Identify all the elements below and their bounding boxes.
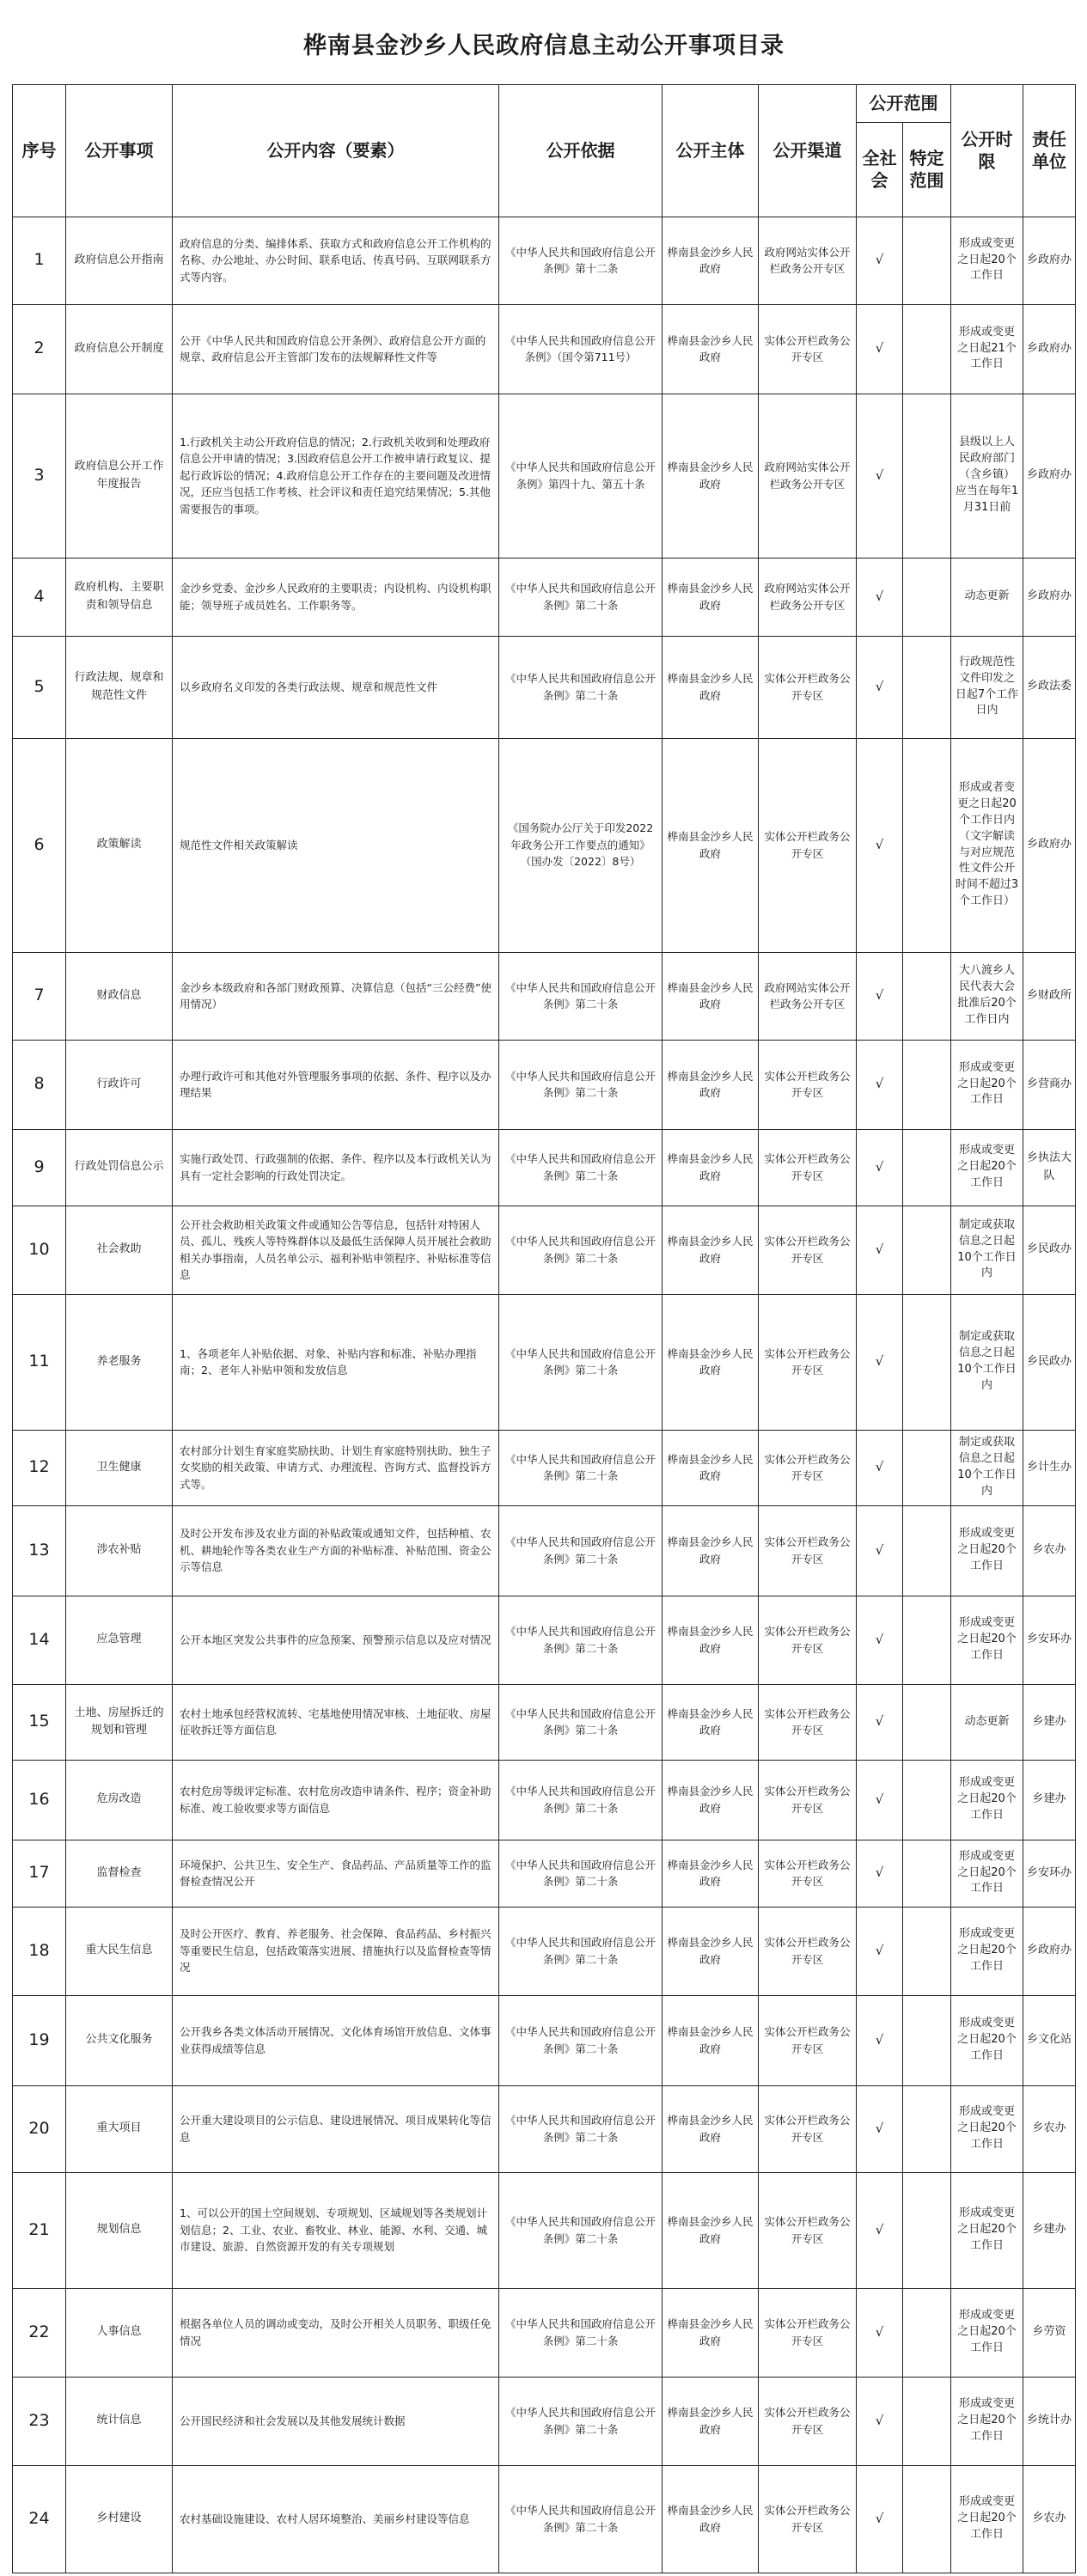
cell-subject: 桦南县金沙乡人民政府: [663, 1505, 759, 1596]
cell-unit: 乡农办: [1023, 2085, 1076, 2172]
cell-scope-all: √: [857, 2377, 903, 2465]
cell-channel: 实体公开栏政务公开专区: [759, 1995, 857, 2085]
cell-time: 形成或变更之日起20个工作日: [951, 1907, 1023, 1995]
cell-content: 政府信息的分类、编排体系、获取方式和政府信息公开工作机构的名称、办公地址、办公时间、联系电话、传真号码、互联网联系方式等内容。: [173, 217, 499, 304]
cell-unit: 乡农办: [1023, 1505, 1076, 1596]
cell-seq: 8: [13, 1040, 66, 1129]
cell-item: 卫生健康: [66, 1430, 173, 1505]
cell-seq: 5: [13, 636, 66, 738]
cell-seq: 4: [13, 558, 66, 636]
table-row: [13, 738, 1076, 952]
cell-scope-all: √: [857, 636, 903, 738]
table-row: [13, 2377, 1076, 2465]
cell-unit: 乡劳资: [1023, 2288, 1076, 2377]
cell-channel: 实体公开栏政务公开专区: [759, 1684, 857, 1760]
cell-channel: 政府网站实体公开栏政务公开专区: [759, 952, 857, 1040]
cell-scope-specific: [903, 2377, 951, 2465]
cell-seq: 15: [13, 1684, 66, 1760]
cell-unit: 乡政府办: [1023, 394, 1076, 558]
cell-basis: 《中华人民共和国政府信息公开条例》第二十条: [499, 1129, 663, 1206]
cell-scope-all: √: [857, 2288, 903, 2377]
cell-basis: 《中华人民共和国政府信息公开条例》第二十条: [499, 1907, 663, 1995]
cell-scope-specific: [903, 1760, 951, 1840]
cell-basis: 《中华人民共和国政府信息公开条例》第二十条: [499, 952, 663, 1040]
header-scope: 公开范围: [857, 84, 951, 122]
cell-content: 实施行政处罚、行政强制的依据、条件、程序以及本行政机关认为具有一定社会影响的行政处罚决定。: [173, 1129, 499, 1206]
cell-item: 行政许可: [66, 1040, 173, 1129]
cell-scope-all: √: [857, 304, 903, 394]
cell-item: 养老服务: [66, 1294, 173, 1430]
disclosure-catalog-table: [12, 9, 1076, 2573]
cell-basis: 《中华人民共和国政府信息公开条例》第四十九、第五十条: [499, 394, 663, 558]
cell-channel: 实体公开栏政务公开专区: [759, 2172, 857, 2288]
cell-unit: 乡安环办: [1023, 1596, 1076, 1684]
cell-content: 农村危房等级评定标准、农村危房改造申请条件、程序；资金补助标准、竣工验收要求等方面信息: [173, 1760, 499, 1840]
cell-seq: 18: [13, 1907, 66, 1995]
cell-seq: 22: [13, 2288, 66, 2377]
cell-scope-all: √: [857, 1995, 903, 2085]
cell-scope-specific: [903, 1596, 951, 1684]
cell-basis: 《中华人民共和国政府信息公开条例》第二十条: [499, 1596, 663, 1684]
cell-seq: 12: [13, 1430, 66, 1505]
cell-content: 规范性文件相关政策解读: [173, 738, 499, 952]
cell-channel: 实体公开栏政务公开专区: [759, 1760, 857, 1840]
cell-seq: 16: [13, 1760, 66, 1840]
cell-scope-all: √: [857, 1430, 903, 1505]
cell-scope-specific: [903, 217, 951, 304]
cell-seq: 13: [13, 1505, 66, 1596]
cell-channel: 实体公开栏政务公开专区: [759, 2377, 857, 2465]
cell-basis: 《中华人民共和国政府信息公开条例》（国令第711号）: [499, 304, 663, 394]
cell-subject: 桦南县金沙乡人民政府: [663, 2288, 759, 2377]
table-row: [13, 1040, 1076, 1129]
cell-scope-specific: [903, 1294, 951, 1430]
header-content: 公开内容（要素）: [173, 84, 499, 217]
cell-basis: 《中华人民共和国政府信息公开条例》第二十条: [499, 1040, 663, 1129]
table-row: [13, 304, 1076, 394]
cell-content: 及时公开医疗、教育、养老服务、社会保障、食品药品、乡村振兴等重要民生信息，包括政策落实进展、措施执行以及监督检查等情况: [173, 1907, 499, 1995]
cell-content: 办理行政许可和其他对外管理服务事项的依据、条件、程序以及办理结果: [173, 1040, 499, 1129]
cell-subject: 桦南县金沙乡人民政府: [663, 394, 759, 558]
cell-scope-all: √: [857, 2172, 903, 2288]
cell-item: 人事信息: [66, 2288, 173, 2377]
cell-channel: 政府网站实体公开栏政务公开专区: [759, 217, 857, 304]
cell-item: 政府信息公开工作年度报告: [66, 394, 173, 558]
cell-item: 土地、房屋拆迁的规划和管理: [66, 1684, 173, 1760]
cell-unit: 乡民政办: [1023, 1206, 1076, 1294]
header-time: 公开时限: [951, 84, 1023, 217]
cell-scope-specific: [903, 2288, 951, 2377]
table-row: [13, 1684, 1076, 1760]
cell-content: 农村基础设施建设、农村人居环境整治、美丽乡村建设等信息: [173, 2465, 499, 2573]
cell-channel: 实体公开栏政务公开专区: [759, 1840, 857, 1907]
cell-item: 重大民生信息: [66, 1907, 173, 1995]
cell-unit: 乡建办: [1023, 1684, 1076, 1760]
cell-time: 县级以上人民政府部门（含乡镇）应当在每年1月31日前: [951, 394, 1023, 558]
table-row: [13, 394, 1076, 558]
table-row: [13, 1505, 1076, 1596]
cell-unit: 乡政府办: [1023, 738, 1076, 952]
cell-content: 根据各单位人员的调动或变动，及时公开相关人员职务、职级任免情况: [173, 2288, 499, 2377]
cell-item: 监督检查: [66, 1840, 173, 1907]
cell-scope-specific: [903, 952, 951, 1040]
cell-seq: 17: [13, 1840, 66, 1907]
disclosure-catalog-sheet: [12, 9, 1075, 2573]
cell-content: 农村部分计划生育家庭奖励扶助、计划生育家庭特别扶助、独生子女奖励的相关政策、申请方式、办理流程、咨询方式、监督投诉方式等。: [173, 1430, 499, 1505]
cell-scope-all: √: [857, 1596, 903, 1684]
cell-channel: 政府网站实体公开栏政务公开专区: [759, 558, 857, 636]
cell-item: 行政处罚信息公示: [66, 1129, 173, 1206]
cell-subject: 桦南县金沙乡人民政府: [663, 2377, 759, 2465]
cell-scope-all: √: [857, 2465, 903, 2573]
cell-scope-specific: [903, 304, 951, 394]
cell-scope-specific: [903, 558, 951, 636]
cell-basis: 《中华人民共和国政府信息公开条例》第二十条: [499, 2085, 663, 2172]
cell-channel: 实体公开栏政务公开专区: [759, 1294, 857, 1430]
cell-unit: 乡政府办: [1023, 1907, 1076, 1995]
table-row: [13, 1995, 1076, 2085]
header-unit: 责任单位: [1023, 84, 1076, 217]
cell-scope-all: √: [857, 1206, 903, 1294]
cell-subject: 桦南县金沙乡人民政府: [663, 1294, 759, 1430]
table-row: [13, 952, 1076, 1040]
cell-time: 行政规范性文件印发之日起7个工作日内: [951, 636, 1023, 738]
cell-unit: 乡政法委: [1023, 636, 1076, 738]
cell-content: 及时公开发布涉及农业方面的补贴政策或通知文件，包括种植、农机、耕地轮作等各类农业生产方面的补贴标准、补贴范围、资金公示等信息: [173, 1505, 499, 1596]
cell-scope-specific: [903, 394, 951, 558]
cell-item: 政府信息公开指南: [66, 217, 173, 304]
cell-content: 以乡政府名义印发的各类行政法规、规章和规范性文件: [173, 636, 499, 738]
cell-unit: 乡政府办: [1023, 558, 1076, 636]
cell-basis: 《中华人民共和国政府信息公开条例》第二十条: [499, 1294, 663, 1430]
cell-time: 形成或变更之日起20个工作日: [951, 1995, 1023, 2085]
cell-content: 环境保护、公共卫生、安全生产、食品药品、产品质量等工作的监督检查情况公开: [173, 1840, 499, 1907]
cell-scope-all: √: [857, 1040, 903, 1129]
table-row: [13, 2085, 1076, 2172]
cell-basis: 《中华人民共和国政府信息公开条例》第二十条: [499, 2377, 663, 2465]
cell-scope-all: √: [857, 558, 903, 636]
cell-scope-specific: [903, 1995, 951, 2085]
table-row: [13, 2465, 1076, 2573]
cell-content: 1.行政机关主动公开政府信息的情况；2.行政机关收到和处理政府信息公开申请的情况；3.因政府信息公开工作被申请行政复议、提起行政诉讼的情况；4.政府信息公开工作存在的主要问题及改进情况，还应当包括工作考核、社会评议和责任追究结果情况；5.其他需要报告的事项。: [173, 394, 499, 558]
cell-channel: 实体公开栏政务公开专区: [759, 1596, 857, 1684]
cell-channel: 实体公开栏政务公开专区: [759, 2288, 857, 2377]
cell-seq: 7: [13, 952, 66, 1040]
cell-time: 形成或变更之日起20个工作日: [951, 1040, 1023, 1129]
cell-subject: 桦南县金沙乡人民政府: [663, 2465, 759, 2573]
cell-channel: 实体公开栏政务公开专区: [759, 1206, 857, 1294]
cell-unit: 乡政府办: [1023, 217, 1076, 304]
cell-content: 公开我乡各类文体活动开展情况、文化体育场馆开放信息、文体事业获得成绩等信息: [173, 1995, 499, 2085]
cell-content: 公开本地区突发公共事件的应急预案、预警预示信息以及应对情况: [173, 1596, 499, 1684]
cell-scope-all: √: [857, 738, 903, 952]
cell-basis: 《中华人民共和国政府信息公开条例》第二十条: [499, 2172, 663, 2288]
cell-unit: 乡文化站: [1023, 1995, 1076, 2085]
cell-scope-all: √: [857, 952, 903, 1040]
cell-time: 形成或变更之日起20个工作日: [951, 2377, 1023, 2465]
cell-basis: 《中华人民共和国政府信息公开条例》第二十条: [499, 1206, 663, 1294]
cell-scope-all: √: [857, 1129, 903, 1206]
cell-time: 形成或变更之日起20个工作日: [951, 2288, 1023, 2377]
cell-subject: 桦南县金沙乡人民政府: [663, 738, 759, 952]
cell-basis: 《中华人民共和国政府信息公开条例》第二十条: [499, 1760, 663, 1840]
cell-item: 应急管理: [66, 1596, 173, 1684]
cell-content: 金沙乡本级政府和各部门财政预算、决算信息（包括“三公经费”使用情况）: [173, 952, 499, 1040]
cell-channel: 实体公开栏政务公开专区: [759, 304, 857, 394]
cell-scope-specific: [903, 1684, 951, 1760]
cell-channel: 实体公开栏政务公开专区: [759, 1430, 857, 1505]
cell-item: 行政法规、规章和规范性文件: [66, 636, 173, 738]
cell-seq: 20: [13, 2085, 66, 2172]
cell-channel: 实体公开栏政务公开专区: [759, 1505, 857, 1596]
table-row: [13, 1129, 1076, 1206]
cell-basis: 《中华人民共和国政府信息公开条例》第二十条: [499, 1995, 663, 2085]
cell-unit: 乡执法大队: [1023, 1129, 1076, 1206]
cell-subject: 桦南县金沙乡人民政府: [663, 1840, 759, 1907]
cell-basis: 《中华人民共和国政府信息公开条例》第二十条: [499, 2465, 663, 2573]
cell-scope-all: √: [857, 217, 903, 304]
cell-basis: 《中华人民共和国政府信息公开条例》第二十条: [499, 1430, 663, 1505]
cell-basis: 《中华人民共和国政府信息公开条例》第二十条: [499, 558, 663, 636]
cell-unit: 乡民政办: [1023, 1294, 1076, 1430]
cell-scope-specific: [903, 1505, 951, 1596]
cell-seq: 1: [13, 217, 66, 304]
cell-scope-specific: [903, 1129, 951, 1206]
cell-item: 社会救助: [66, 1206, 173, 1294]
cell-subject: 桦南县金沙乡人民政府: [663, 217, 759, 304]
cell-time: 形成或变更之日起20个工作日: [951, 1129, 1023, 1206]
cell-channel: 实体公开栏政务公开专区: [759, 636, 857, 738]
cell-time: 形成或者变更之日起20个工作日内（文字解读与对应规范性文件公开时间不超过3个工作日）: [951, 738, 1023, 952]
cell-subject: 桦南县金沙乡人民政府: [663, 2085, 759, 2172]
cell-unit: 乡财政所: [1023, 952, 1076, 1040]
cell-content: 公开社会救助相关政策文件或通知公告等信息，包括针对特困人员、孤儿、残疾人等特殊群体以及最低生活保障人员开展社会救助相关办事指南，人员名单公示、福利补贴申领程序、补贴标准等信息: [173, 1206, 499, 1294]
cell-basis: 《中华人民共和国政府信息公开条例》第二十条: [499, 1505, 663, 1596]
cell-seq: 10: [13, 1206, 66, 1294]
cell-scope-specific: [903, 1206, 951, 1294]
cell-scope-specific: [903, 636, 951, 738]
cell-scope-all: √: [857, 1907, 903, 1995]
cell-subject: 桦南县金沙乡人民政府: [663, 2172, 759, 2288]
cell-scope-specific: [903, 1840, 951, 1907]
cell-content: 农村土地承包经营权流转、宅基地使用情况审核、土地征收、房屋征收拆迁等方面信息: [173, 1684, 499, 1760]
cell-scope-all: √: [857, 1760, 903, 1840]
cell-seq: 2: [13, 304, 66, 394]
cell-seq: 23: [13, 2377, 66, 2465]
cell-scope-specific: [903, 1430, 951, 1505]
cell-unit: 乡计生办: [1023, 1430, 1076, 1505]
cell-basis: 《中华人民共和国政府信息公开条例》第二十条: [499, 1684, 663, 1760]
cell-subject: 桦南县金沙乡人民政府: [663, 1040, 759, 1129]
table-row: [13, 1206, 1076, 1294]
table-row: [13, 1596, 1076, 1684]
cell-seq: 11: [13, 1294, 66, 1430]
cell-subject: 桦南县金沙乡人民政府: [663, 1684, 759, 1760]
cell-content: 公开重大建设项目的公示信息、建设进展情况、项目成果转化等信息: [173, 2085, 499, 2172]
cell-item: 政府机构、主要职责和领导信息: [66, 558, 173, 636]
table-row: [13, 2288, 1076, 2377]
header-item: 公开事项: [66, 84, 173, 217]
cell-unit: 乡统计办: [1023, 2377, 1076, 2465]
cell-unit: 乡政府办: [1023, 304, 1076, 394]
table-row: [13, 1840, 1076, 1907]
cell-seq: 14: [13, 1596, 66, 1684]
cell-item: 规划信息: [66, 2172, 173, 2288]
cell-content: 公开国民经济和社会发展以及其他发展统计数据: [173, 2377, 499, 2465]
cell-time: 形成或变更之日起20个工作日: [951, 2465, 1023, 2573]
table-row: [13, 217, 1076, 304]
table-row: [13, 1907, 1076, 1995]
cell-subject: 桦南县金沙乡人民政府: [663, 1995, 759, 2085]
cell-time: 形成或变更之日起21个工作日: [951, 304, 1023, 394]
cell-subject: 桦南县金沙乡人民政府: [663, 1596, 759, 1684]
cell-scope-all: √: [857, 1684, 903, 1760]
cell-seq: 21: [13, 2172, 66, 2288]
cell-item: 政府信息公开制度: [66, 304, 173, 394]
cell-basis: 《中华人民共和国政府信息公开条例》第二十条: [499, 2288, 663, 2377]
cell-channel: 实体公开栏政务公开专区: [759, 1040, 857, 1129]
cell-subject: 桦南县金沙乡人民政府: [663, 1430, 759, 1505]
header-channel: 公开渠道: [759, 84, 857, 217]
cell-content: 1、各项老年人补贴依据、对象、补贴内容和标准、补贴办理指南；2、老年人补贴申领和发放信息: [173, 1294, 499, 1430]
cell-time: 形成或变更之日起20个工作日: [951, 2172, 1023, 2288]
cell-item: 乡村建设: [66, 2465, 173, 2573]
cell-scope-specific: [903, 738, 951, 952]
cell-content: 金沙乡党委、金沙乡人民政府的主要职责；内设机构、内设机构职能；领导班子成员姓名、工作职务等。: [173, 558, 499, 636]
cell-subject: 桦南县金沙乡人民政府: [663, 1907, 759, 1995]
cell-basis: 《中华人民共和国政府信息公开条例》第二十条: [499, 636, 663, 738]
cell-item: 财政信息: [66, 952, 173, 1040]
cell-scope-specific: [903, 1040, 951, 1129]
cell-basis: 《中华人民共和国政府信息公开条例》第十二条: [499, 217, 663, 304]
cell-time: 形成或变更之日起20个工作日: [951, 1596, 1023, 1684]
table-row: [13, 2172, 1076, 2288]
cell-subject: 桦南县金沙乡人民政府: [663, 1760, 759, 1840]
header-basis: 公开依据: [499, 84, 663, 217]
cell-subject: 桦南县金沙乡人民政府: [663, 1206, 759, 1294]
cell-time: 大八渡乡人民代表大会批准后20个工作日内: [951, 952, 1023, 1040]
cell-seq: 9: [13, 1129, 66, 1206]
cell-subject: 桦南县金沙乡人民政府: [663, 952, 759, 1040]
cell-time: 形成或变更之日起20个工作日: [951, 1505, 1023, 1596]
header-scope-all: 全社会: [857, 122, 903, 217]
cell-time: 形成或变更之日起20个工作日: [951, 217, 1023, 304]
cell-scope-all: √: [857, 2085, 903, 2172]
cell-time: 动态更新: [951, 558, 1023, 636]
page-title: 桦南县金沙乡人民政府信息主动公开事项目录: [13, 9, 1076, 84]
table-row: [13, 636, 1076, 738]
cell-item: 公共文化服务: [66, 1995, 173, 2085]
cell-channel: 实体公开栏政务公开专区: [759, 2085, 857, 2172]
table-row: [13, 1760, 1076, 1840]
cell-item: 重大项目: [66, 2085, 173, 2172]
cell-subject: 桦南县金沙乡人民政府: [663, 636, 759, 738]
cell-time: 形成或变更之日起20个工作日: [951, 1760, 1023, 1840]
cell-item: 危房改造: [66, 1760, 173, 1840]
cell-channel: 实体公开栏政务公开专区: [759, 2465, 857, 2573]
cell-channel: 实体公开栏政务公开专区: [759, 1129, 857, 1206]
cell-item: 涉农补贴: [66, 1505, 173, 1596]
cell-unit: 乡安环办: [1023, 1840, 1076, 1907]
cell-time: 制定或获取信息之日起10个工作日内: [951, 1206, 1023, 1294]
cell-time: 制定或获取信息之日起10个工作日内: [951, 1430, 1023, 1505]
cell-scope-specific: [903, 2085, 951, 2172]
cell-channel: 实体公开栏政务公开专区: [759, 738, 857, 952]
cell-item: 政策解读: [66, 738, 173, 952]
cell-unit: 乡营商办: [1023, 1040, 1076, 1129]
cell-time: 动态更新: [951, 1684, 1023, 1760]
cell-scope-specific: [903, 2172, 951, 2288]
cell-content: 公开《中华人民共和国政府信息公开条例》、政府信息公开方面的规章、政府信息公开主管部门发布的法规解释性文件等: [173, 304, 499, 394]
cell-seq: 19: [13, 1995, 66, 2085]
cell-unit: 乡建办: [1023, 1760, 1076, 1840]
cell-scope-specific: [903, 1907, 951, 1995]
cell-time: 形成或变更之日起20个工作日: [951, 2085, 1023, 2172]
cell-seq: 3: [13, 394, 66, 558]
cell-content: 1、可以公开的国土空间规划、专项规划、区域规划等各类规划计划信息；2、工业、农业、畜牧业、林业、能源、水利、交通、城市建设、旅游、自然资源开发的有关专项规划: [173, 2172, 499, 2288]
header-subject: 公开主体: [663, 84, 759, 217]
cell-scope-all: √: [857, 1840, 903, 1907]
cell-unit: 乡农办: [1023, 2465, 1076, 2573]
cell-channel: 实体公开栏政务公开专区: [759, 1907, 857, 1995]
header-seq: 序号: [13, 84, 66, 217]
cell-subject: 桦南县金沙乡人民政府: [663, 304, 759, 394]
cell-scope-all: √: [857, 394, 903, 558]
table-row: [13, 558, 1076, 636]
cell-time: 形成或变更之日起20个工作日: [951, 1840, 1023, 1907]
header-scope-specific: 特定范围: [903, 122, 951, 217]
cell-time: 制定或获取信息之日起10个工作日内: [951, 1294, 1023, 1430]
table-body: [13, 217, 1076, 2573]
cell-basis: 《中华人民共和国政府信息公开条例》第二十条: [499, 1840, 663, 1907]
table-row: [13, 1294, 1076, 1430]
table-row: [13, 1430, 1076, 1505]
cell-seq: 6: [13, 738, 66, 952]
cell-subject: 桦南县金沙乡人民政府: [663, 558, 759, 636]
cell-subject: 桦南县金沙乡人民政府: [663, 1129, 759, 1206]
cell-channel: 政府网站实体公开栏政务公开专区: [759, 394, 857, 558]
cell-seq: 24: [13, 2465, 66, 2573]
cell-basis: 《国务院办公厅关于印发2022年政务公开工作要点的通知》（国办发〔2022〕8号）: [499, 738, 663, 952]
cell-scope-specific: [903, 2465, 951, 2573]
cell-scope-all: √: [857, 1505, 903, 1596]
cell-unit: 乡建办: [1023, 2172, 1076, 2288]
cell-scope-all: √: [857, 1294, 903, 1430]
cell-item: 统计信息: [66, 2377, 173, 2465]
